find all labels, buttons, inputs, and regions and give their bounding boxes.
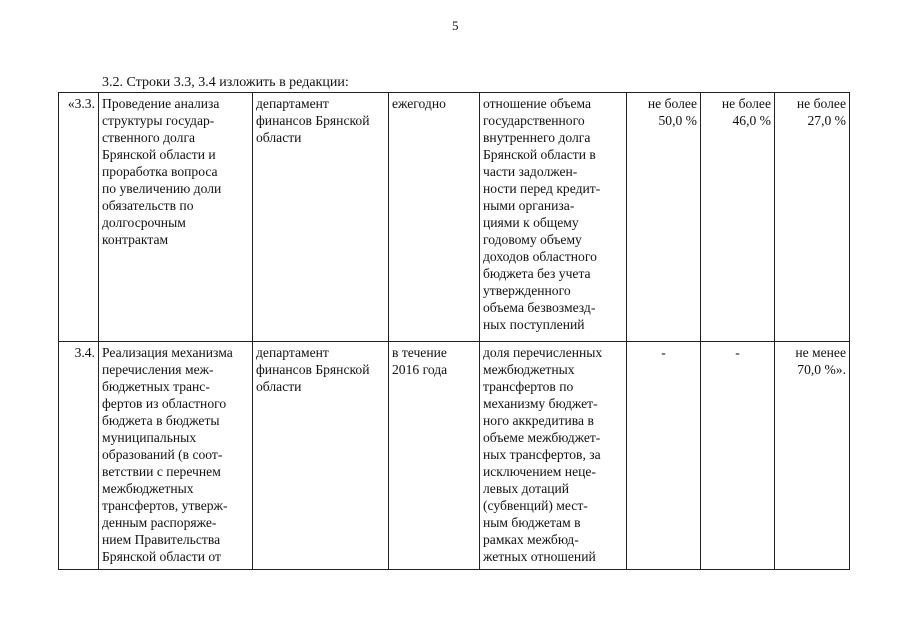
term-cell: в течение 2016 года — [389, 342, 480, 570]
executor-cell: департамент финансов Брянской области — [253, 93, 389, 342]
row-number: 3.4. — [59, 342, 99, 570]
measures-table — [58, 92, 850, 570]
activity-cell: Проведение анализа структуры государ- ственного долга Брянской области и проработка вопроса по увеличению доли обязательств по долгосрочным контрактам — [99, 93, 253, 342]
table-row — [59, 93, 850, 342]
table-row — [59, 342, 850, 570]
indicator-cell: отношение объема государственного внутреннего долга Брянской области в части задолжен- ности перед кредит- ными организа- циями к общему годовому объему доходов областного бюджета без учета утвержденного объема безвозмезд- ных поступлений — [480, 93, 627, 342]
page-number: 5 — [452, 18, 459, 33]
activity-cell: Реализация механизма перечисления меж- бюджетных транс- фертов из областного бюджета в бюджеты муниципальных образований (в соот- ветствии с перечнем межбюджетных трансфертов, утверж- денным распоряже- нием Правительства Брянской области от — [99, 342, 253, 570]
term-cell: ежегодно — [389, 93, 480, 342]
row-number: «3.3. — [59, 93, 99, 342]
value-cell-3: не менее 70,0 %». — [775, 342, 850, 570]
value-cell-1: не более 50,0 % — [627, 93, 701, 342]
value-cell-1: - — [627, 342, 701, 570]
executor-cell: департамент финансов Брянской области — [253, 342, 389, 570]
value-cell-2: не более 46,0 % — [701, 93, 775, 342]
value-cell-3: не более 27,0 % — [775, 93, 850, 342]
indicator-cell: доля перечисленных межбюджетных трансфертов по механизму бюджет- ного аккредитива в объеме межбюджет- ных трансфертов, за исключением неце- левых дотаций (субвенций) мест- ным бюджетам в рамках межбюд- жетных отношений — [480, 342, 627, 570]
intro-text: 3.2. Строки 3.3, 3.4 изложить в редакции: — [102, 75, 349, 90]
value-cell-2: - — [701, 342, 775, 570]
